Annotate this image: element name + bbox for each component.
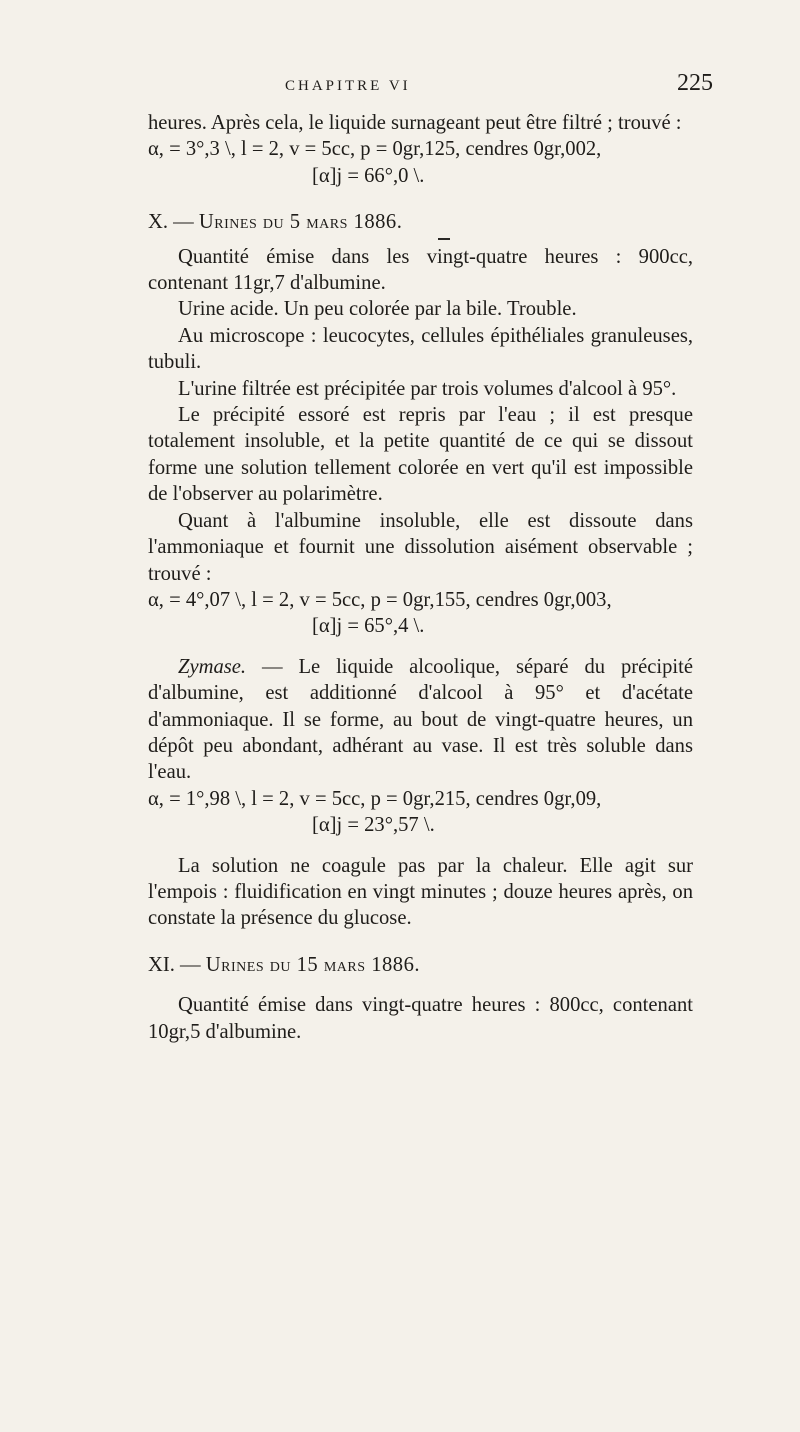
paragraph-quantity: Quantité émise dans les vingt-quatre heures : 900cc, contenant 11gr,7 d'albumine.	[148, 245, 693, 295]
paragraph-urine: Urine acide. Un peu colorée par la bile. Trouble.	[178, 298, 577, 321]
paragraph-precipitate: Le précipité essoré est repris par l'eau ; il est presque totalement insoluble, et la petite quantité de ce qui se dissout forme une solution tellement colorée en vert qu'il est impossible de l'observer au polarimètre.	[148, 404, 693, 506]
section-number: XI. —	[148, 953, 201, 976]
paragraph-solution: La solution ne coagule pas par la chaleur. Elle agit sur l'empois : fluidification en vingt minutes ; douze heures après, on constate la présence du glucose.	[148, 854, 693, 930]
specific-rotation-2: [α]j = 65°,4 \.	[312, 615, 425, 638]
section-title: Urines du 15 mars 1886.	[205, 953, 421, 976]
specific-rotation-1: [α]j = 66°,0 \.	[312, 164, 425, 187]
paragraph-continuation: heures. Après cela, le liquide surnageant peut être filtré ; trouvé :	[148, 112, 682, 134]
body-text	[148, 110, 693, 1045]
running-title: CHAPITRE VI	[285, 78, 411, 94]
paragraph-albumin: Quant à l'albumine insoluble, elle est dissoute dans l'ammoniaque et fournit une dissolution aisément observable ; trouvé :	[148, 509, 693, 585]
heading-rule	[438, 238, 450, 240]
measurement-formula-1: α, = 3°,3 \, l = 2, v = 5cc, p = 0gr,125, cendres 0gr,002,	[148, 138, 602, 161]
zymase-label: Zymase.	[178, 655, 247, 678]
paragraph-quantity-xi: Quantité émise dans vingt-quatre heures : 800cc, contenant 10gr,5 d'albumine.	[148, 994, 693, 1043]
zymase-text: — Le liquide alcoolique, séparé du précipité d'albumine, est additionné d'alcool à 95° et d'acétate d'ammoniaque. Il se forme, au bout de vingt-quatre heures, un dépôt peu abondant, adhérant au vase. Il est très soluble dans l'eau.	[148, 655, 693, 784]
paragraph-filtration: L'urine filtrée est précipitée par trois volumes d'alcool à 95°.	[178, 377, 677, 400]
section-title: Urines du 5 mars 1886.	[198, 211, 403, 234]
paragraph-zymase	[148, 654, 693, 786]
measurement-formula-2: α, = 4°,07 \, l = 2, v = 5cc, p = 0gr,155, cendres 0gr,003,	[148, 588, 612, 611]
paragraph-microscope: Au microscope : leucocytes, cellules épithéliales granuleuses, tubuli.	[148, 324, 693, 374]
section-number: X. —	[148, 211, 194, 234]
section-heading-xi	[148, 952, 693, 978]
measurement-formula-3: α, = 1°,98 \, l = 2, v = 5cc, p = 0gr,215, cendres 0gr,09,	[148, 787, 602, 810]
page-number: 225	[677, 70, 713, 96]
section-heading-x	[148, 209, 693, 235]
specific-rotation-3: [α]j = 23°,57 \.	[312, 814, 435, 837]
